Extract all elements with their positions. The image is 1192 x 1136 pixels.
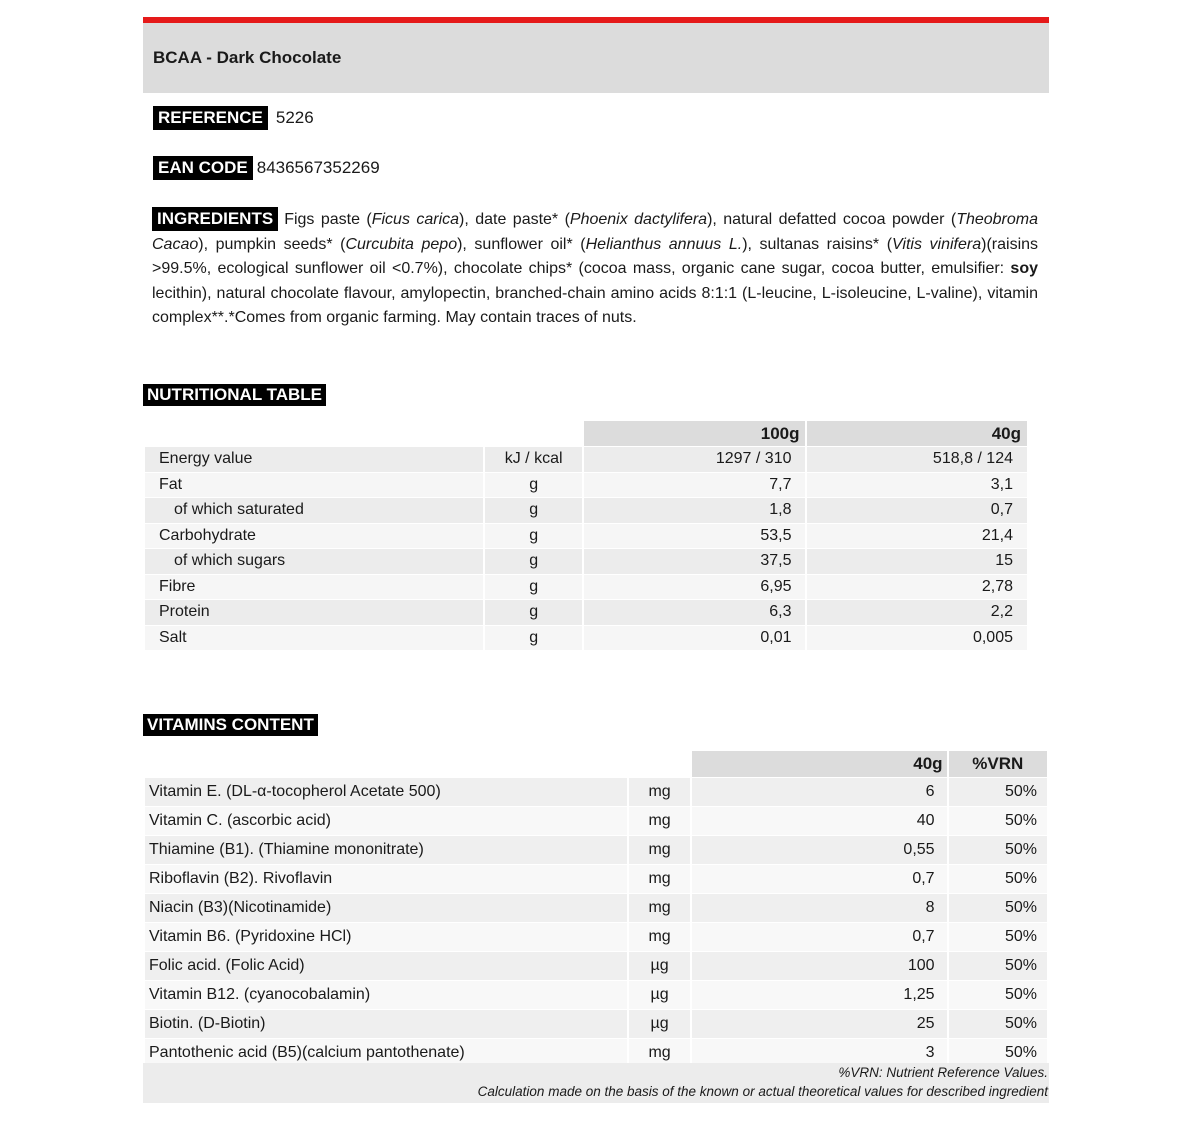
vitamin-name: Biotin. (D-Biotin) (145, 1010, 627, 1038)
nutrient-value-100g: 6,3 (584, 600, 806, 625)
vitamin-unit: mg (629, 836, 691, 864)
ingredients-latin: Curcubita pepo (345, 235, 458, 253)
vitamin-name: Vitamin B12. (cyanocobalamin) (145, 981, 627, 1009)
vitamin-unit: µg (629, 952, 691, 980)
footnote-calculation: Calculation made on the basis of the known or actual theoretical values for described ingredient (477, 1084, 1048, 1099)
table-row (145, 549, 1027, 574)
nutrient-value-40g: 518,8 / 124 (807, 447, 1027, 472)
vitamin-vrn: 50% (949, 952, 1047, 980)
ingredients-text: Figs paste ( (284, 211, 372, 228)
nutrient-unit: g (485, 498, 582, 523)
vitamins-label: VITAMINS CONTENT (143, 714, 318, 736)
table-row (145, 575, 1027, 600)
table-row (145, 865, 1047, 893)
nutrient-name: Salt (145, 626, 483, 651)
nutrient-value-100g: 0,01 (584, 626, 806, 651)
nutrient-value-100g: 1297 / 310 (584, 447, 806, 472)
nutrient-value-40g: 0,005 (807, 626, 1027, 651)
vitamin-value-40g: 0,7 (692, 865, 946, 893)
table-row (145, 447, 1027, 472)
table-row (145, 981, 1047, 1009)
vitamin-value-40g: 25 (692, 1010, 946, 1038)
vitamins-header-row (145, 751, 1047, 777)
table-row (145, 807, 1047, 835)
vitamin-unit: mg (629, 1039, 691, 1067)
col-100g-header: 100g (584, 421, 806, 446)
nutrient-unit: g (485, 473, 582, 498)
table-row (145, 952, 1047, 980)
vitamin-name: Niacin (B3)(Nicotinamide) (145, 894, 627, 922)
product-sheet (143, 17, 1049, 1099)
ingredients-latin: Theobroma Cacao (152, 211, 1039, 253)
nutrient-name: Energy value (145, 447, 483, 472)
nutrient-value-100g: 1,8 (584, 498, 806, 523)
nutrient-name: Carbohydrate (145, 524, 483, 549)
ingredients-text: ), pumpkin seeds* ( (198, 235, 346, 253)
ingredients-latin: Helianthus annuus L. (585, 235, 743, 253)
vitamin-unit: mg (629, 778, 691, 806)
ingredients-label: INGREDIENTS (152, 207, 278, 231)
table-row (145, 626, 1027, 651)
nutrient-value-100g: 7,7 (584, 473, 806, 498)
nutrient-name: of which saturated (145, 498, 483, 523)
nutrition-table (143, 420, 1029, 651)
nutrient-value-40g: 2,78 (807, 575, 1027, 600)
vitamin-vrn: 50% (949, 807, 1047, 835)
vitamin-vrn: 50% (949, 778, 1047, 806)
vitamin-value-40g: 0,7 (692, 923, 946, 951)
ingredients-paragraph (152, 207, 1038, 331)
vitamin-name: Vitamin C. (ascorbic acid) (145, 807, 627, 835)
nutrient-name: Protein (145, 600, 483, 625)
vitamin-unit: mg (629, 894, 691, 922)
vitamin-value-40g: 1,25 (692, 981, 946, 1009)
vitamin-value-40g: 40 (692, 807, 946, 835)
ingredients-text: )(raisins >99.5%, ecological sunflower oil <0.7%), chocolate chips* (cocoa mass, organic cane sugar, cocoa butter, emulsifier: (152, 235, 1039, 277)
product-header (143, 23, 1049, 93)
vitamins-heading (143, 714, 318, 736)
nutrient-value-40g: 3,1 (807, 473, 1027, 498)
vitamin-unit: mg (629, 865, 691, 893)
vitamin-value-40g: 3 (692, 1039, 946, 1067)
table-row (145, 524, 1027, 549)
vitamin-vrn: 50% (949, 836, 1047, 864)
product-title: BCAA - Dark Chocolate (153, 48, 342, 67)
vitamin-value-40g: 8 (692, 894, 946, 922)
vitamin-value-40g: 100 (692, 952, 946, 980)
reference-value: 5226 (275, 108, 314, 127)
vitamin-vrn: 50% (949, 981, 1047, 1009)
table-row (145, 894, 1047, 922)
ingredients-latin: Vitis vinifera (892, 235, 982, 253)
nutrient-unit: g (485, 575, 582, 600)
nutrition-heading (143, 384, 326, 406)
nutrient-unit: g (485, 626, 582, 651)
ingredients-text: ), sultanas raisins* ( (742, 235, 893, 253)
nutrient-unit: g (485, 549, 582, 574)
table-row (145, 778, 1047, 806)
nutrient-value-100g: 37,5 (584, 549, 806, 574)
vitamin-value-40g: 6 (692, 778, 946, 806)
table-row (145, 923, 1047, 951)
vitamin-vrn: 50% (949, 1039, 1047, 1067)
vitamin-vrn: 50% (949, 865, 1047, 893)
footnote-vrn: %VRN: Nutrient Reference Values. (838, 1065, 1048, 1080)
nutrient-value-40g: 15 (807, 549, 1027, 574)
ingredients-text: lecithin), natural chocolate flavour, amylopectin, branched-chain amino acids 8:1:1 (L-leucine, L-isoleucine, L-valine), vitamin complex**.*Comes from organic farming. May contain traces of nuts. (152, 284, 1038, 326)
ingredients-text: ), sunflower oil* ( (457, 235, 586, 253)
vitamin-vrn: 50% (949, 894, 1047, 922)
vitamins-table (143, 750, 1049, 1068)
table-row (145, 1010, 1047, 1038)
table-row (145, 836, 1047, 864)
nutrient-name: Fibre (145, 575, 483, 600)
nutrient-value-40g: 0,7 (807, 498, 1027, 523)
table-row (145, 473, 1027, 498)
footnote (143, 1063, 1049, 1103)
ingredients-text: ), date paste* ( (459, 211, 570, 228)
vitamin-unit: µg (629, 981, 691, 1009)
vitamin-unit: mg (629, 923, 691, 951)
vitamin-name: Vitamin E. (DL-α-tocopherol Acetate 500) (145, 778, 627, 806)
nutrient-value-100g: 6,95 (584, 575, 806, 600)
nutrient-value-40g: 21,4 (807, 524, 1027, 549)
nutrient-unit: kJ / kcal (485, 447, 582, 472)
vitamin-vrn: 50% (949, 1010, 1047, 1038)
table-row (145, 600, 1027, 625)
vitamin-name: Riboflavin (B2). Rivoflavin (145, 865, 627, 893)
ingredients-latin: Phoenix dactylifera (569, 211, 708, 228)
vitamin-name: Vitamin B6. (Pyridoxine HCl) (145, 923, 627, 951)
ean-value: 8436567352269 (256, 158, 380, 177)
allergen-highlight: soy (1010, 260, 1038, 277)
reference-row (153, 106, 314, 130)
vitamin-vrn: 50% (949, 923, 1047, 951)
nutrition-header-row (145, 421, 1027, 446)
col-vrn-header: %VRN (949, 751, 1047, 777)
vitamin-value-40g: 0,55 (692, 836, 946, 864)
vitamin-name: Folic acid. (Folic Acid) (145, 952, 627, 980)
ean-row (153, 156, 380, 180)
ean-label: EAN CODE (153, 156, 253, 180)
table-row (145, 498, 1027, 523)
vitamin-unit: µg (629, 1010, 691, 1038)
nutrient-unit: g (485, 524, 582, 549)
col-40g-header: 40g (692, 751, 946, 777)
reference-label: REFERENCE (153, 106, 268, 130)
col-40g-header: 40g (807, 421, 1027, 446)
vitamin-unit: mg (629, 807, 691, 835)
nutrient-name: of which sugars (145, 549, 483, 574)
nutrition-label: NUTRITIONAL TABLE (143, 384, 326, 406)
ingredients-text: ), natural defatted cocoa powder ( (707, 211, 957, 228)
vitamin-name: Thiamine (B1). (Thiamine mononitrate) (145, 836, 627, 864)
ingredients-latin: Ficus carica (371, 211, 460, 228)
nutrient-name: Fat (145, 473, 483, 498)
nutrient-unit: g (485, 600, 582, 625)
nutrient-value-40g: 2,2 (807, 600, 1027, 625)
nutrient-value-100g: 53,5 (584, 524, 806, 549)
vitamin-name: Pantothenic acid (B5)(calcium pantothenate) (145, 1039, 627, 1067)
